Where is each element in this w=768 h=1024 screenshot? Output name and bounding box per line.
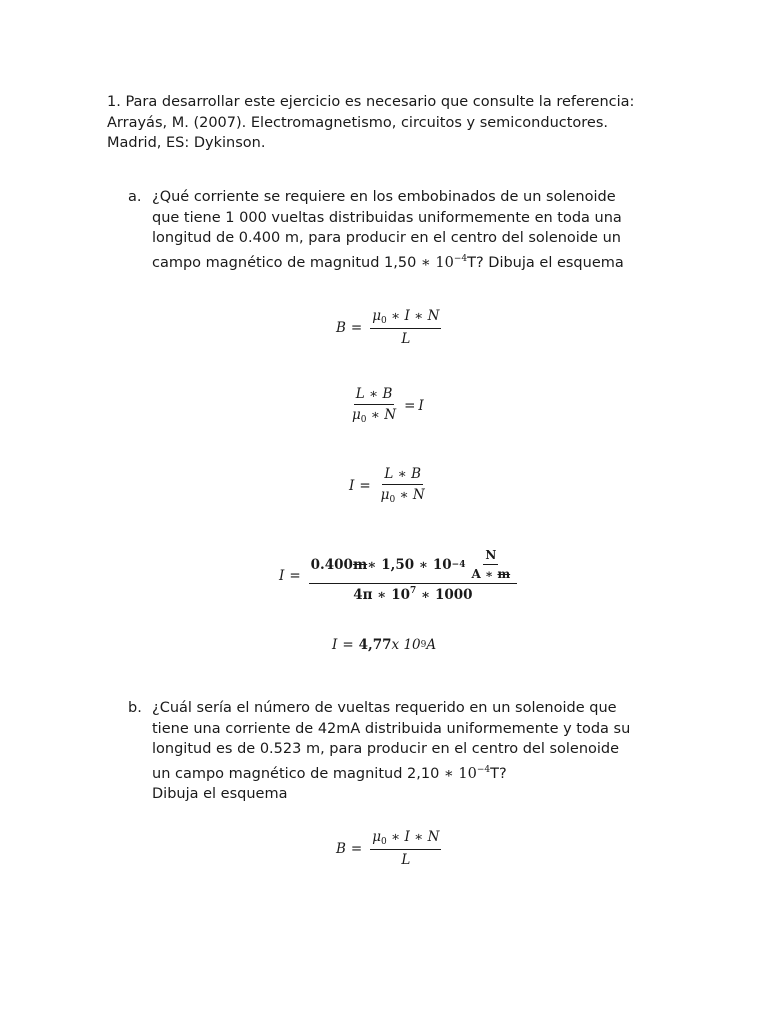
equation-solve-i: $\frac{L ∗ B}{\mu_0 ∗ N}$ = I [352,386,424,425]
question-b-text [152,698,630,805]
intro-line: 1. Para desarrollar este ejercicio es necesario que consulte la referencia: [107,94,635,110]
question-a-text [152,187,624,273]
fraction: 0.400 m ∗ 1,50 ∗ 10 −4 $\frac{N}{A ∗ m}$ 4π ∗ $10^7$ ∗ 1000 [309,548,517,603]
intro-line: Madrid, ES: Dykinson. [107,135,266,152]
fraction: $\frac{L ∗ B}{\mu_0 ∗ N}$ [380,466,425,505]
question-line: tiene una corriente de 42mA distribuida uniformemente y toda su [152,720,631,737]
equation-i-formula: I = $\frac{L ∗ B}{\mu_0 ∗ N}$ [349,466,425,505]
fraction: $\frac{\mu_0 ∗ I ∗ N}{L}$ [372,829,440,868]
question-line: Dibuja el esquema [152,786,288,803]
fraction: $\frac{\mu_0 ∗ I ∗ N}{L}$ [372,308,440,347]
equation-b-definition-2: B = $\frac{\mu_0 ∗ I ∗ N}{L}$ [336,829,440,868]
equation-result: I = 4,77 x 10 9 A [332,637,437,653]
question-a-marker: a. [128,189,142,205]
equation-b-definition: B = $\frac{\mu_0 ∗ I ∗ N}{L}$ [336,308,440,347]
question-b-marker: b. [128,700,142,716]
question-line: ¿Qué corriente se requiere en los embobinados de un solenoide [152,189,616,205]
question-line: longitud es de 0.523 m, para producir en el centro del solenoide [152,741,620,758]
question-line: campo magnético de magnitud 1,50 ∗ $10^{-4}T$? Dibuja el esquema [152,253,624,271]
question-line: longitud de 0.400 m, para producir en el centro del solenoide un [152,230,621,247]
equation-substitution: I = 0.400 m ∗ 1,50 ∗ 10 −4 $\frac{N}{A ∗ m}$ 4π ∗ $10^7$ ∗ 1000 [279,548,520,603]
unit-fraction: $\frac{N}{A ∗ m}$ [471,548,511,581]
intro-paragraph [107,92,634,154]
intro-line: Arrayás, M. (2007). Electromagnetismo, circuitos y semiconductores. [107,114,609,131]
question-line: un campo magnético de magnitud 2,10 ∗ $10^{-4}T$? [152,764,507,782]
fraction: $\frac{L ∗ B}{\mu_0 ∗ N}$ [352,386,397,425]
question-line: que tiene 1 000 vueltas distribuidas uniformemente en toda una [152,209,622,226]
question-line: ¿Cuál sería el número de vueltas requerido en un solenoide que [152,700,617,716]
